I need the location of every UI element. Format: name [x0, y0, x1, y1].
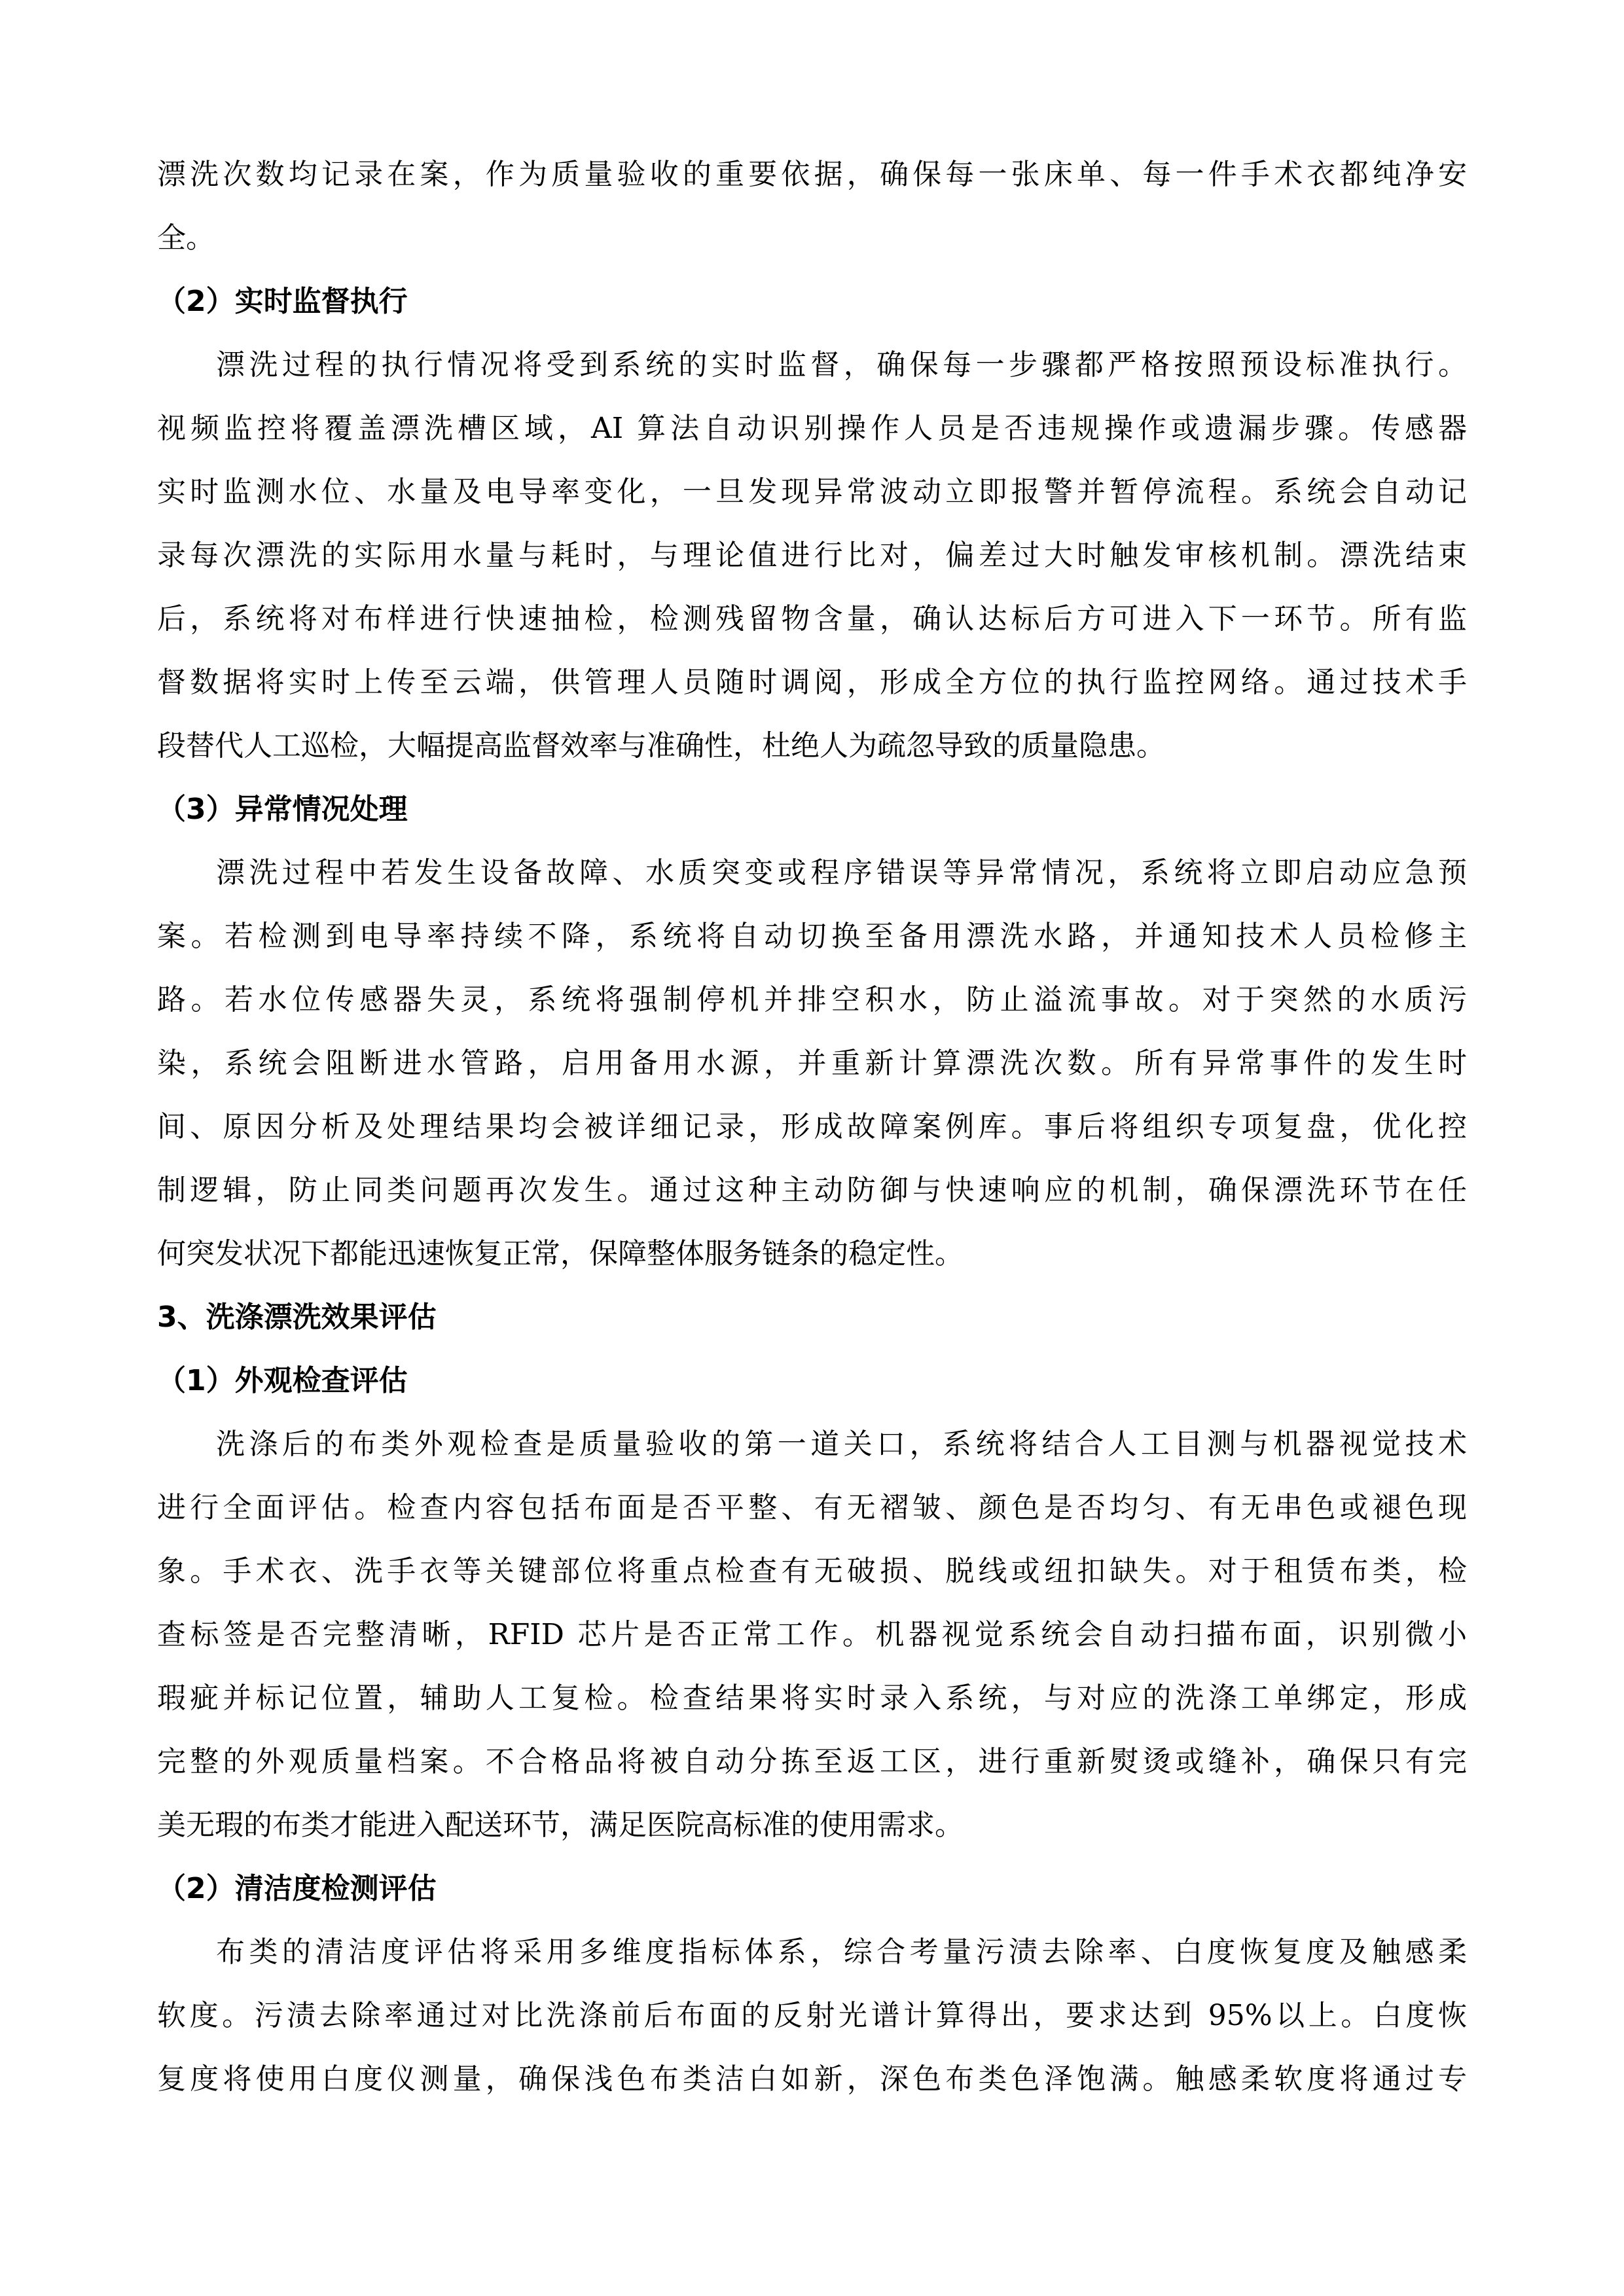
- paragraph-line: 进行全面评估。检查内容包括布面是否平整、有无褶皱、颜色是否均匀、有无串色或褪色现: [157, 1491, 1467, 1524]
- paragraph-line: 完整的外观质量档案。不合格品将被自动分拣至返工区，进行重新熨烫或缝补，确保只有完: [157, 1745, 1467, 1778]
- paragraph-line: 督数据将实时上传至云端，供管理人员随时调阅，形成全方位的执行监控网络。通过技术手: [157, 666, 1467, 699]
- paragraph-line: 洗涤后的布类外观检查是质量验收的第一道关口，系统将结合人工目测与机器视觉技术: [216, 1427, 1467, 1461]
- paragraph-line: 录每次漂洗的实际用水量与耗时，与理论值进行比对，偏差过大时触发审核机制。漂洗结束: [157, 539, 1467, 572]
- document-page: [157, 143, 1467, 2111]
- paragraph-line: 查标签是否完整清晰，RFID 芯片是否正常工作。机器视觉系统会自动扫描布面，识别微小: [157, 1618, 1467, 1651]
- paragraph-line: 瑕疵并标记位置，辅助人工复检。检查结果将实时录入系统，与对应的洗涤工单绑定，形成: [157, 1681, 1467, 1715]
- paragraph-line: 制逻辑，防止同类问题再次发生。通过这种主动防御与快速响应的机制，确保漂洗环节在任: [157, 1174, 1467, 1207]
- paragraph-line: 视频监控将覆盖漂洗槽区域，AI 算法自动识别操作人员是否违规操作或遗漏步骤。传感器: [157, 412, 1467, 445]
- paragraph-line: 何突发状况下都能迅速恢复正常，保障整体服务链条的稳定性。: [157, 1237, 964, 1270]
- paragraph-line: 染，系统会阻断进水管路，启用备用水源，并重新计算漂洗次数。所有异常事件的发生时: [157, 1047, 1467, 1080]
- paragraph-line: 段替代人工巡检，大幅提高监督效率与准确性，杜绝人为疏忽导致的质量隐患。: [157, 729, 1165, 762]
- paragraph-line: 实时监测水位、水量及电导率变化，一旦发现异常波动立即报警并暂停流程。系统会自动记: [157, 475, 1467, 509]
- paragraph-line: 漂洗过程中若发生设备故障、水质突变或程序错误等异常情况，系统将立即启动应急预: [216, 856, 1467, 889]
- paragraph-line: 布类的清洁度评估将采用多维度指标体系，综合考量污渍去除率、白度恢复度及触感柔: [216, 1935, 1467, 1969]
- section-subheading: （2）清洁度检测评估: [157, 1872, 437, 1905]
- paragraph-line: 漂洗过程的执行情况将受到系统的实时监督，确保每一步骤都严格按照预设标准执行。: [216, 348, 1467, 382]
- section-subheading: （1）外观检查评估: [157, 1364, 408, 1397]
- paragraph-line: 软度。污渍去除率通过对比洗涤前后布面的反射光谱计算得出，要求达到 95%以上。白度恢: [157, 1999, 1467, 2032]
- section-subheading: （3）异常情况处理: [157, 793, 408, 826]
- paragraph-line: 间、原因分析及处理结果均会被详细记录，形成故障案例库。事后将组织专项复盘，优化控: [157, 1110, 1467, 1143]
- paragraph-line: 漂洗次数均记录在案，作为质量验收的重要依据，确保每一张床单、每一件手术衣都纯净安: [157, 158, 1467, 191]
- paragraph-line: 案。若检测到电导率持续不降，系统将自动切换至备用漂洗水路，并通知技术人员检修主: [157, 920, 1467, 953]
- paragraph-line: 象。手术衣、洗手衣等关键部位将重点检查有无破损、脱线或纽扣缺失。对于租赁布类，检: [157, 1554, 1467, 1588]
- paragraph-line: 美无瑕的布类才能进入配送环节，满足医院高标准的使用需求。: [157, 1808, 964, 1842]
- paragraph-line: 全。: [157, 221, 215, 255]
- paragraph-line: 复度将使用白度仪测量，确保浅色布类洁白如新，深色布类色泽饱满。触感柔软度将通过专: [157, 2062, 1467, 2096]
- section-subheading: （2）实时监督执行: [157, 285, 408, 318]
- section-heading: 3、洗涤漂洗效果评估: [157, 1300, 437, 1334]
- paragraph-line: 路。若水位传感器失灵，系统将强制停机并排空积水，防止溢流事故。对于突然的水质污: [157, 983, 1467, 1016]
- paragraph-line: 后，系统将对布样进行快速抽检，检测残留物含量，确认达标后方可进入下一环节。所有监: [157, 602, 1467, 636]
